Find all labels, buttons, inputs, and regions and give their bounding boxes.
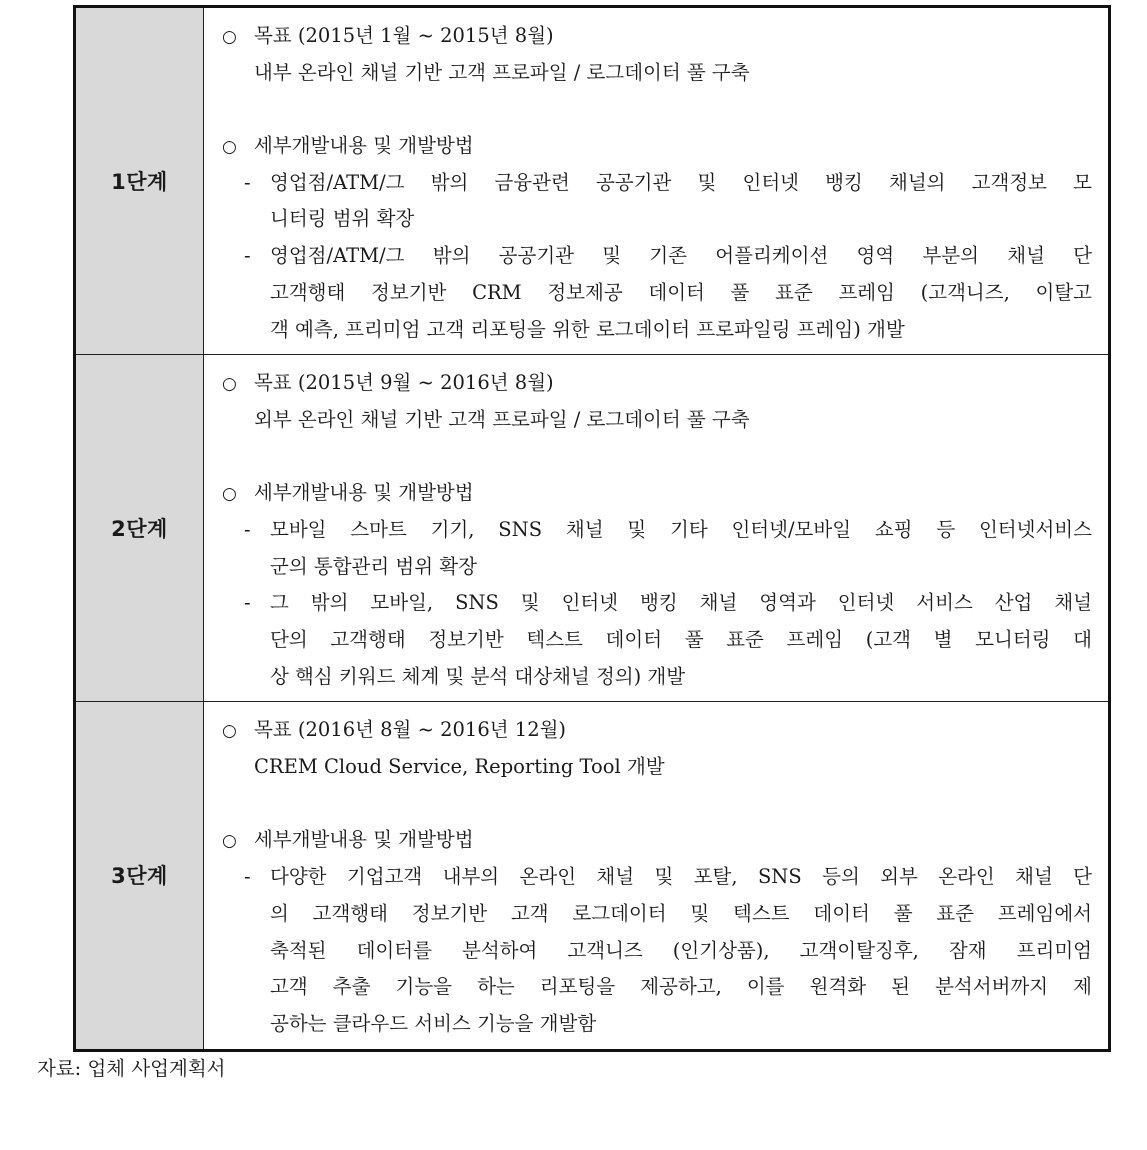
detail-item-continuation: 공하는 클라우드 서비스 기능을 개발함 (270, 1011, 597, 1035)
detail-item-continuation: 니터링 범위 확장 (270, 207, 415, 231)
detail-item: - 그 밖의 모바일, SNS 및 인터넷 뱅킹 채널 영역과 인터넷 서비스 산업 채널 (222, 585, 1092, 622)
circle-bullet-icon: ○ (222, 721, 237, 742)
detail-item-continuation: 고객 추출 기능을 하는 리포팅을 제공하고, 이를 원격화 된 분석서버까지 제 (270, 975, 1092, 999)
stage-content (204, 7, 1110, 355)
goal-description: 내부 온라인 채널 기반 고객 프로파일 / 로그데이터 풀 구축 (254, 60, 750, 84)
goal-description: CREM Cloud Service, Reporting Tool 개발 (254, 755, 665, 779)
dash-bullet-icon: - (244, 517, 251, 541)
detail-item: - 영업점/ATM/그 밖의 공공기관 및 기존 어플리케이션 영역 부분의 채널 단 (222, 238, 1092, 275)
dash-bullet-icon: - (244, 170, 251, 194)
detail-title-line: ○ 세부개발내용 및 개발방법 (222, 475, 1092, 512)
detail-item-continuation: 축적된 데이터를 분석하여 고객니즈 (인기상품), 고객이탈징후, 잠재 프리미엄 (270, 938, 1092, 962)
goal-line: ○ 목표 (2015년 1월 ~ 2015년 8월) (222, 18, 1092, 55)
stage-label: 1단계 (75, 7, 204, 355)
detail-item: - 모바일 스마트 기기, SNS 채널 및 기타 인터넷/모바일 쇼핑 등 인터넷서비스 (222, 512, 1092, 549)
detail-item-continuation: 상 핵심 키워드 체계 및 분석 대상채널 정의) 개발 (270, 664, 686, 688)
detail-title-line: ○ 세부개발내용 및 개발방법 (222, 128, 1092, 165)
circle-bullet-icon: ○ (222, 374, 237, 395)
stage-row-3 (75, 702, 1110, 1050)
detail-item: - 다양한 기업고객 내부의 온라인 채널 및 포탈, SNS 등의 외부 온라인 채널 단 (222, 859, 1092, 896)
source-note: 자료: 업체 사업계획서 (37, 1057, 226, 1080)
detail-item-continuation: 의 고객행태 정보기반 고객 로그데이터 및 텍스트 데이터 풀 표준 프레임에서 (270, 901, 1092, 925)
dash-bullet-icon: - (244, 244, 251, 268)
circle-bullet-icon: ○ (222, 831, 237, 852)
dash-bullet-icon: - (244, 865, 251, 889)
development-plan-table (73, 5, 1111, 1052)
detail-item-continuation: 군의 통합관리 범위 확장 (270, 554, 477, 578)
goal-description: 외부 온라인 채널 기반 고객 프로파일 / 로그데이터 풀 구축 (254, 407, 750, 431)
circle-bullet-icon: ○ (222, 484, 237, 505)
goal-line: ○ 목표 (2016년 8월 ~ 2016년 12월) (222, 712, 1092, 749)
stage-content (204, 702, 1110, 1050)
detail-title-line: ○ 세부개발내용 및 개발방법 (222, 822, 1092, 859)
circle-bullet-icon: ○ (222, 27, 237, 47)
detail-item-continuation: 단의 고객행태 정보기반 텍스트 데이터 풀 표준 프레임 (고객 별 모니터링 대 (270, 628, 1092, 651)
detail-item-continuation: 객 예측, 프리미엄 고객 리포팅을 위한 로그데이터 프로파일링 프레임) 개발 (270, 317, 905, 341)
stage-row-2 (75, 355, 1110, 702)
detail-item-continuation: 고객행태 정보기반 CRM 정보제공 데이터 풀 표준 프레임 (고객니즈, 이탈고 (270, 280, 1092, 304)
circle-bullet-icon: ○ (222, 137, 237, 158)
stage-label: 2단계 (75, 355, 204, 702)
goal-line: ○ 목표 (2015년 9월 ~ 2016년 8월) (222, 365, 1092, 402)
dash-bullet-icon: - (244, 591, 251, 615)
detail-item: - 영업점/ATM/그 밖의 금융관련 공공기관 및 인터넷 뱅킹 채널의 고객정보 모 (222, 165, 1092, 202)
stage-content (204, 355, 1110, 702)
stage-label: 3단계 (75, 702, 204, 1050)
stage-row-1 (75, 7, 1110, 355)
